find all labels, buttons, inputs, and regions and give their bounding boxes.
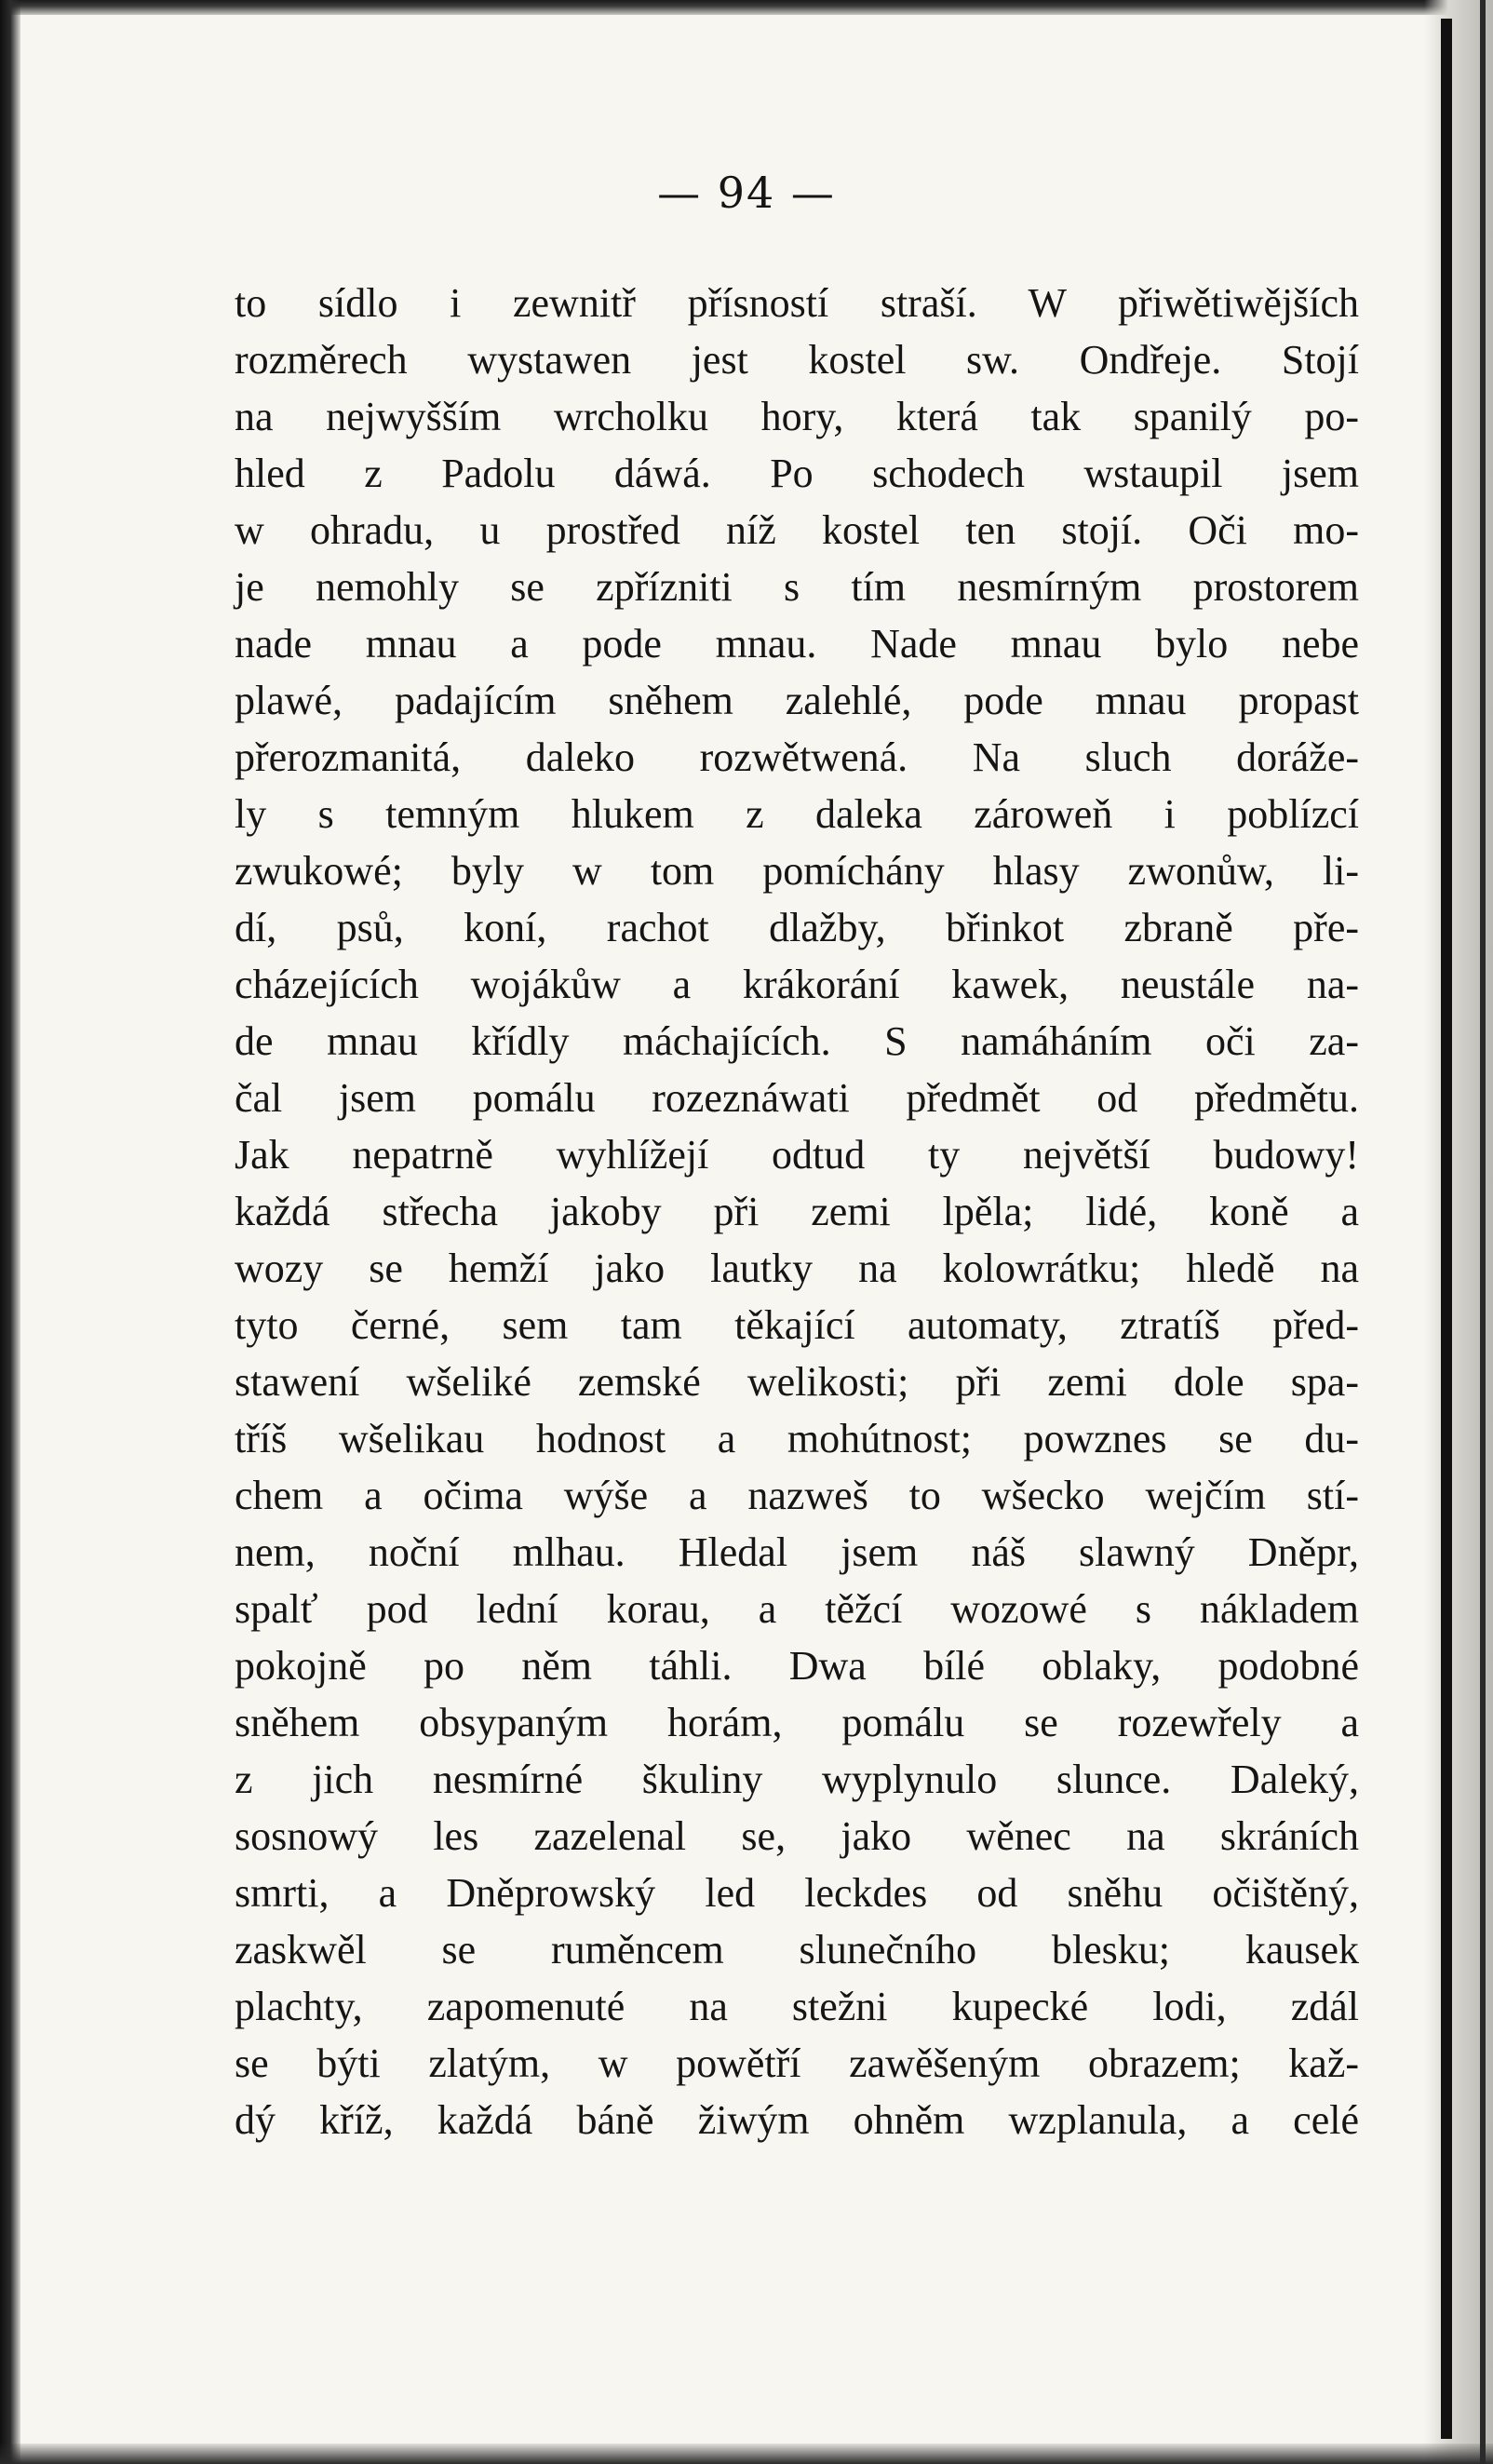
scan-top-edge xyxy=(0,0,1493,15)
text-line: cházejících wojákůw a krákorání kawek, neustále na- xyxy=(235,962,1359,1007)
text-line: pokojně po něm táhli. Dwa bílé oblaky, podobné xyxy=(235,1643,1359,1689)
text-line: ly s temným hlukem z daleka zároweň i poblízcí xyxy=(235,791,1359,837)
page-number: — 94 — xyxy=(657,168,836,218)
text-line: přerozmanitá, daleko rozwětwená. Na sluch doráže- xyxy=(235,734,1359,780)
text-line: z jich nesmírné škuliny wyplynulo slunce. Daleký, xyxy=(235,1757,1359,1802)
text-line: nem, noční mlhau. Hledal jsem náš slawný Dněpr, xyxy=(235,1529,1359,1575)
text-line: každá střecha jakoby při zemi lpěla; lidé, koně a xyxy=(235,1189,1359,1234)
text-line: rozměrech wystawen jest kostel sw. Ondřeje. Stojí xyxy=(235,337,1359,383)
text-line: stawení wšeliké zemské welikosti; při zemi dole spa- xyxy=(235,1359,1359,1405)
text-line: sněhem obsypaným horám, pomálu se rozewřely a xyxy=(235,1700,1359,1745)
text-line: Jak nepatrně wyhlížejí odtud ty největší budowy! xyxy=(235,1132,1359,1178)
text-line: to sídlo i zewnitř přísností straší. W přiwětiwějších xyxy=(235,280,1359,326)
text-line: smrti, a Dněprowský led leckdes od sněhu očištěný, xyxy=(235,1870,1359,1916)
text-line: tříš wšelikau hodnost a mohútnost; powznes se du- xyxy=(235,1416,1359,1461)
text-line: čal jsem pomálu rozeznáwati předmět od předmětu. xyxy=(235,1075,1359,1121)
text-line: zwukowé; byly w tom pomíchány hlasy zwonůw, li- xyxy=(235,848,1359,894)
text-line: spalť pod lední korau, a těžcí wozowé s nákladem xyxy=(235,1586,1359,1632)
text-line: nade mnau a pode mnau. Nade mnau bylo nebe xyxy=(235,621,1359,666)
text-line: se býti zlatým, w powětří zawěšeným obrazem; kaž- xyxy=(235,2040,1359,2086)
text-line: wozy se hemží jako lautky na kolowrátku; hledě na xyxy=(235,1245,1359,1291)
scan-bottom-edge xyxy=(0,2444,1493,2464)
text-line: chem a očima wýše a nazweš to wšecko wejčím stí- xyxy=(235,1473,1359,1518)
text-line: dý kříž, každá báně žiwým ohněm wzplanula, a celé xyxy=(235,2097,1359,2143)
text-line: sosnowý les zazelenal se, jako wěnec na skráních xyxy=(235,1813,1359,1859)
body-text xyxy=(235,275,1359,2148)
book-edge-line xyxy=(1480,0,1486,2464)
text-line: plachty, zapomenuté na stežni kupecké lodi, zdál xyxy=(235,1984,1359,2029)
text-line: plawé, padajícím sněhem zalehlé, pode mnau propast xyxy=(235,678,1359,723)
text-line: je nemohly se zpřízniti s tím nesmírným prostorem xyxy=(235,564,1359,610)
text-line: hled z Padolu dáwá. Po schodech wstaupil jsem xyxy=(235,451,1359,496)
book-spine-shadow xyxy=(1441,19,1452,2439)
scan-left-edge xyxy=(0,0,20,2464)
text-line: w ohradu, u prostřed níž kostel ten stojí. Oči mo- xyxy=(235,507,1359,553)
text-line: zaskwěl se ruměncem slunečního blesku; kausek xyxy=(235,1927,1359,1973)
text-line: tyto černé, sem tam těkající automaty, ztratíš před- xyxy=(235,1302,1359,1348)
text-line: na nejwyšším wrcholku hory, která tak spanilý po- xyxy=(235,394,1359,439)
text-line: de mnau křídly máchajících. S namáháním oči za- xyxy=(235,1018,1359,1064)
text-line: dí, psů, koní, rachot dlažby, břinkot zbraně pře- xyxy=(235,905,1359,950)
